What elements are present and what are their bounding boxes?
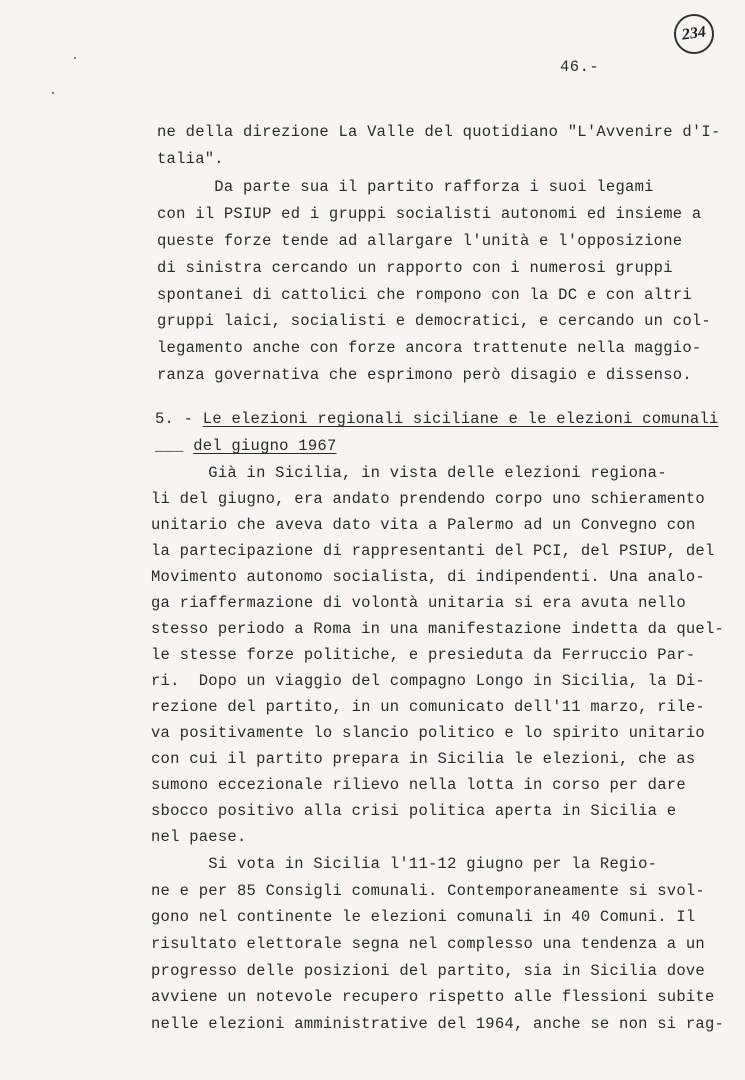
text-line: Movimento autonomo socialista, di indipendenti. Una analo-: [151, 568, 705, 586]
section-heading: [155, 409, 719, 429]
text-line: ga riaffermazione di volontà unitaria si era avuta nello: [151, 594, 686, 612]
text-line: progresso delle posizioni del partito, sia in Sicilia dove: [151, 962, 705, 980]
section-title-line2: del giugno 1967: [193, 437, 337, 455]
text-line: queste forze tende ad allargare l'unità e l'opposizione: [157, 232, 683, 250]
text-line: ranza governativa che esprimono però disagio e dissenso.: [157, 366, 692, 384]
text-line: Da parte sua il partito rafforza i suoi legami: [157, 178, 654, 196]
text-line: le stesse forze politiche, e presieduta da Ferruccio Par-: [151, 646, 696, 664]
section-number: 5.: [155, 410, 175, 428]
text-line: rezione del partito, in un comunicato dell'11 marzo, rile-: [151, 698, 705, 716]
text-line: avviene un notevole recupero rispetto alle flessioni subite: [151, 988, 715, 1006]
section-dash: -: [183, 410, 194, 428]
text-line: spontanei di cattolici che rompono con la DC e con altri: [157, 286, 692, 304]
text-line: Si vota in Sicilia l'11-12 giugno per la Regio-: [151, 855, 658, 873]
heading-dashes: ___: [155, 437, 194, 455]
text-line: con cui il partito prepara in Sicilia le elezioni, che as: [151, 750, 696, 768]
text-line: Già in Sicilia, in vista delle elezioni regiona-: [151, 464, 667, 482]
text-line: ri. Dopo un viaggio del compagno Longo in Sicilia, la Di-: [151, 672, 705, 690]
text-line: gono nel continente le elezioni comunali in 40 Comuni. Il: [151, 908, 696, 926]
text-line: talia".: [157, 150, 224, 168]
text-line: gruppi laici, socialisti e democratici, e cercando un col-: [157, 312, 711, 330]
text-line: nel paese.: [151, 828, 247, 846]
section-title-line1: Le elezioni regionali siciliane e le elezioni comunali: [202, 410, 719, 428]
section-heading-cont: [155, 436, 337, 456]
page-number: 46.-: [560, 58, 600, 76]
text-line: li del giugno, era andato prendendo corpo uno schieramento: [151, 490, 705, 508]
text-line: va positivamente lo slancio politico e lo spirito unitario: [151, 724, 705, 742]
archive-stamp: 234: [671, 11, 716, 56]
text-line: stesso periodo a Roma in una manifestazione indetta da quel-: [151, 620, 725, 638]
text-line: la partecipazione di rappresentanti del PCI, del PSIUP, del: [151, 542, 715, 560]
text-line: nelle elezioni amministrative del 1964, anche se non si rag-: [151, 1015, 725, 1033]
scan-speck: [74, 57, 76, 59]
text-line: ne della direzione La Valle del quotidiano "L'Avvenire d'I-: [157, 123, 721, 141]
text-line: ne e per 85 Consigli comunali. Contemporaneamente si svol-: [151, 882, 705, 900]
text-line: unitario che aveva dato vita a Palermo ad un Convegno con: [151, 516, 696, 534]
text-line: di sinistra cercando un rapporto con i numerosi gruppi: [157, 259, 673, 277]
text-line: risultato elettorale segna nel complesso una tendenza a un: [151, 935, 705, 953]
scan-speck: [52, 92, 54, 94]
text-line: con il PSIUP ed i gruppi socialisti autonomi ed insieme a: [157, 205, 702, 223]
text-line: legamento anche con forze ancora trattenute nella maggio-: [157, 339, 702, 357]
text-line: sumono eccezionale rilievo nella lotta in corso per dare: [151, 776, 686, 794]
text-line: sbocco positivo alla crisi politica aperta in Sicilia e: [151, 802, 677, 820]
